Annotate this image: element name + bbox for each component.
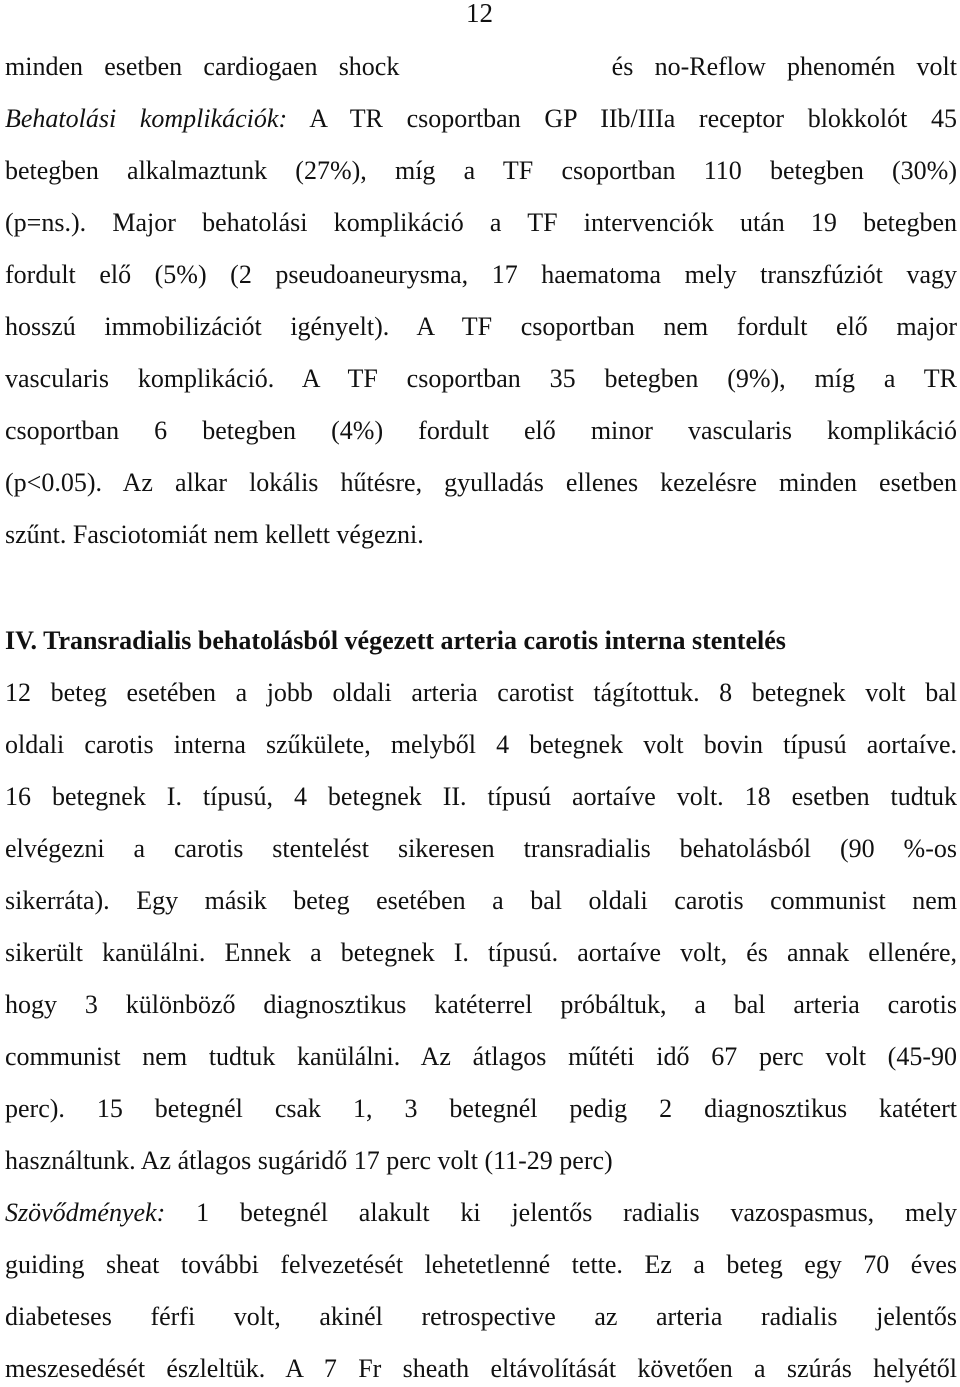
text-line (5, 832, 957, 866)
line-text: hosszú immobilizációt igényelt). A TF csoportban nem fordult elő major (5, 312, 957, 341)
text-line (5, 1144, 957, 1178)
line-text: meszesedését észleltük. A 7 Fr sheath eltávolítását követően a szúrás helyétől (5, 1354, 957, 1383)
line-text: communist nem tudtuk kanülálni. Az átlagos műtéti idő 67 perc volt (45-90 (5, 1042, 957, 1071)
section-heading (5, 624, 957, 658)
text-line (5, 258, 957, 292)
line-text: diabeteses férfi volt, akinél retrospective az arteria radialis jelentős (5, 1302, 957, 1331)
text-line (5, 1092, 957, 1126)
line-text: oldali carotis interna szűkülete, melyből 4 betegnek volt bovin típusú aortaíve. (5, 730, 957, 759)
line-text: 16 betegnek I. típusú, 4 betegnek II. típusú aortaíve volt. 18 esetben tudtuk (5, 782, 957, 811)
line-text: perc). 15 betegnél csak 1, 3 betegnél pedig 2 diagnosztikus katétert (5, 1094, 957, 1123)
line-text: 12 beteg esetében a jobb oldali arteria carotist tágítottuk. 8 betegnek volt bal (5, 678, 957, 707)
text-line (5, 780, 957, 814)
text-line (5, 466, 957, 500)
text-line (5, 1248, 957, 1282)
line-text: (p=ns.). Major behatolási komplikáció a TF intervenciók után 19 betegben (5, 208, 957, 237)
text-line (5, 884, 957, 918)
text-line (5, 1040, 957, 1074)
line-text: guiding sheat további felvezetését lehetetlenné tette. Ez a beteg egy 70 éves (5, 1250, 957, 1279)
line-text: A TR csoportban GP IIb/IIIa receptor blokkolót 45 (287, 104, 957, 133)
line-text: IV. Transradialis behatolásból végezett arteria carotis interna stentelés (5, 626, 786, 655)
line-text: sikerült kanülálni. Ennek a betegnek I. típusú. aortaíve volt, és annak ellenére, (5, 938, 957, 967)
text-line (5, 414, 957, 448)
text-line (5, 310, 957, 344)
text-line (5, 50, 957, 84)
line-text: minden esetben cardiogaen shock és no-Reflow phenomén volt (5, 52, 957, 81)
line-text: 1 betegnél alakult ki jelentős radialis vazospasmus, mely (165, 1198, 957, 1227)
italic-label: Behatolási komplikációk: (5, 104, 288, 133)
line-text: sikerráta). Egy másik beteg esetében a bal oldali carotis communist nem (5, 886, 957, 915)
text-line (5, 362, 957, 396)
text-line (5, 988, 957, 1022)
line-text: betegben alkalmaztunk (27%), míg a TF csoportban 110 betegben (30%) (5, 156, 957, 185)
text-line (5, 936, 957, 970)
text-line (5, 154, 957, 188)
line-text: csoportban 6 betegben (4%) fordult elő minor vascularis komplikáció (5, 416, 957, 445)
page-number: 12 (466, 0, 493, 28)
text-line (5, 518, 957, 552)
text-line (5, 206, 957, 240)
text-line (5, 1352, 957, 1386)
text-line (5, 1196, 957, 1230)
line-text: szűnt. Fasciotomiát nem kellett végezni. (5, 520, 424, 549)
text-line (5, 728, 957, 762)
text-line (5, 1300, 957, 1334)
line-text: hogy 3 különböző diagnosztikus katéterrel próbáltuk, a bal arteria carotis (5, 990, 957, 1019)
line-text: használtunk. Az átlagos sugáridő 17 perc volt (11-29 perc) (5, 1146, 613, 1175)
line-text: vascularis komplikáció. A TF csoportban 35 betegben (9%), míg a TR (5, 364, 957, 393)
text-line (5, 676, 957, 710)
italic-label: Szövődmények: (5, 1198, 166, 1227)
line-text: fordult elő (5%) (2 pseudoaneurysma, 17 haematoma mely transzfúziót vagy (5, 260, 957, 289)
text-line (5, 102, 957, 136)
line-text: (p<0.05). Az alkar lokális hűtésre, gyulladás ellenes kezelésre minden esetben (5, 468, 957, 497)
line-text: elvégezni a carotis stentelést sikeresen transradialis behatolásból (90 %-os (5, 834, 957, 863)
